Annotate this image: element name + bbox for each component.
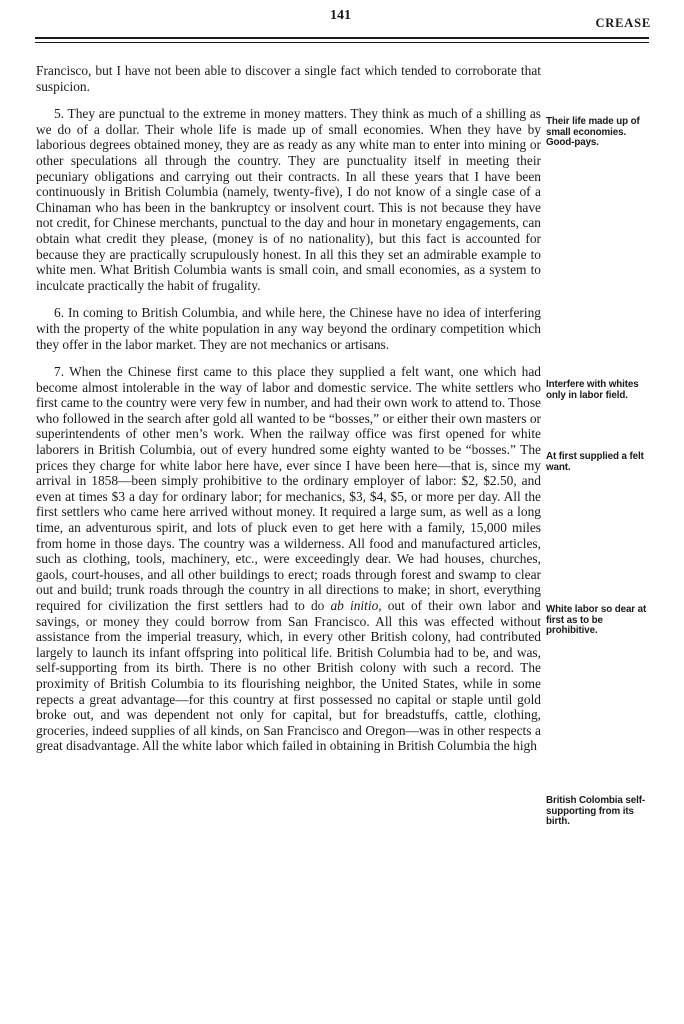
sidenote-labor-field: Interfere with whites only in labor field. bbox=[546, 379, 639, 401]
header-rule-thin bbox=[35, 42, 649, 43]
sidenote-prohibitive: White labor so dear at first as to be prohibitive. bbox=[546, 604, 647, 636]
paragraph-7 bbox=[36, 364, 541, 754]
sidenote-felt-want: At first supplied a felt want. bbox=[546, 451, 644, 473]
sidenote-economies: Their life made up of small economies. Good-pays. bbox=[546, 116, 640, 148]
main-text-column bbox=[36, 63, 541, 754]
paragraph-continued: Francisco, but I have not been able to discover a single fact which tended to corroborate that suspicion. bbox=[36, 63, 541, 94]
sidenote-self-supporting: British Colombia self-supporting from its birth. bbox=[546, 795, 646, 827]
header-rule-thick bbox=[35, 37, 649, 39]
page-number: 141 bbox=[330, 8, 351, 23]
paragraph-6: 6. In coming to British Columbia, and while here, the Chinese have no idea of interfering with the property of the white population in any way beyond the ordinary competition which they offer in the labor market. They are not mechanics or artisans. bbox=[36, 305, 541, 352]
running-head: CREASE bbox=[595, 16, 651, 30]
paragraph-7-italic: ab initio bbox=[330, 598, 379, 613]
paragraph-7-text-a: 7. When the Chinese first came to this place they supplied a felt want, one which had become almost intolerable in the way of labor and domestic service. The white settlers who first came to the country were very few in number, and had their own work to attend to. Those who followed in the search after gold all wanted to be “bosses,” or either their own masters or superintendents of other men’s work. When the railway office was first opened for white laborers in British Columbia, out of every hundred some eighty wanted to be “bosses.” The prices they charge for white labor here have, ever since I have been here—that is, since my arrival in 1858—been simply prohibitive to the ordinary employer of labor: $2, $2.50, and even at times $3 a day for ordinary labor; for mechanics, $3, $4, $5, or more per day. All the first settlers who came here arrived without money. It required a large sum, as well as a long time, an adventurous spirit, and lots of pluck even to get here with a family, 15,000 miles from home in those days. The country was a wilderness. All food and manufactured articles, such as clothing, tools, machinery, etc., were exceedingly dear. We had houses, churches, gaols, court-houses, and all other buildings to erect; roads through forest and swamp to clear out and build; trunk roads through the country in all directions to make; in short, everything required for civilization the first settlers had to do bbox=[36, 364, 541, 613]
paragraph-5: 5. They are punctual to the extreme in money matters. They think as much of a shilling as we do of a dollar. Their whole life is made up of small economies. When they have by laborious degrees obtained money, they are as ready as any white man to enter into mining or other speculations all through the country. They are punctuality itself in meeting their pecuniary obligations and carrying out their contracts. In all these years that I have been continuously in British Columbia (namely, twenty-five), I do not know of a single case of a Chinaman who has been in the bankruptcy or insolvent court. This is not because they have not credit, for Chinese merchants, punctual to the day and hour in monetary engagements, can obtain what credit they please, (money is of no nationality), but this fact is accounted for because they are practically scrupulously honest. In all this they set an admirable example to white men. What British Columbia wants is small coin, and small economies, as a system to inculcate practically the habit of frugality. bbox=[36, 106, 541, 293]
paragraph-7-text-b: , out of their own labor and savings, or money they could borrow from San Francisco. All this was effected without assistance from the imperial treasury, which, in every other British colony, had contributed largely to launch its infant offspring into political life. British Columbia had to be, and was, self-supporting from its birth. There is no other British colony with such a record. The proximity of British Columbia to its flourishing neighbor, the United States, while in some repects a great advantage—for this country at first possessed no capital or staple until gold broke out, and was dependent not only for capital, but for breadstuffs, cattle, clothing, groceries, indeed supplies of all kinds, on San Francisco and Oregon—was in other respects a great disadvantage. All the white labor which failed in obtaining in British Columbia the high bbox=[36, 598, 541, 754]
